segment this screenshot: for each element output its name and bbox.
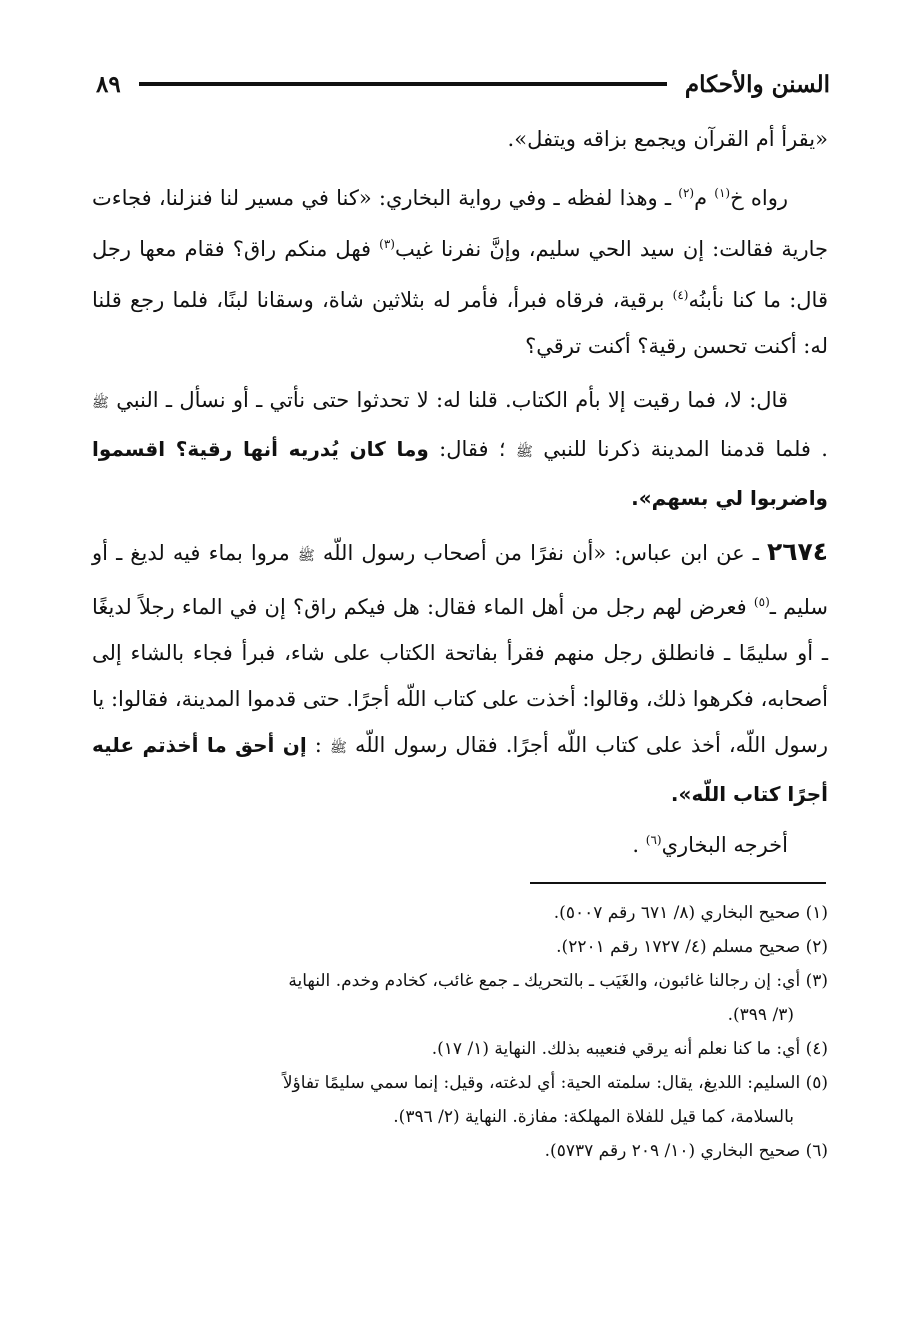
hadith-number: ٢٦٧٤ [766, 537, 828, 566]
footnote-3-continued: (٣/ ٣٩٩). [727, 1005, 794, 1025]
text-span: برقية، فرقاه فبرأ، فأمر له بثلاثين شاة، وسقانا لبنًا، فلما رجع قلنا له: أكنت تحسن رقية؟ أكنت ترقي؟ [92, 288, 828, 358]
text-span: مروا بماء فيه لديغ ـ أو سليم ـ [92, 541, 828, 619]
prophetic-saying: وما كان يُدريه أنها رقية؟ اقسموا واضربوا لي بسهم». [92, 437, 828, 510]
salutation-glyph: ﷺ [329, 740, 347, 756]
text-span: فعرض لهم رجل من أهل الماء فقال: هل فيكم راق؟ إن في الماء رجلاً لديغًا ـ أو سليمًا ـ فانطلق رجل منهم فقرأ بفاتحة الكتاب على شاء، فبرأ فجاء بالشاء إلى أصحابه، فكرهوا ذلك، وقالوا: أخذت على كتاب اللّه أجرًا. حتى قدموا المدينة، فقالوا: يا رسول اللّه، أخذ على كتاب اللّه أجرًا. فقال رسول اللّه [92, 595, 828, 757]
text-span: فهل منكم راق؟ فقام معها رجل قال: ما كنا نأبنُه [92, 237, 828, 312]
page-number: ٨٩ [96, 70, 121, 98]
salutation-glyph: ﷺ [297, 548, 315, 564]
takhrij-line [92, 817, 828, 868]
footnote-3: (٣) أي: إن رجالنا غائبون، والغَيَب ـ بالتحريك ـ جمع غائب، كخادم وخدم. النهاية [288, 971, 828, 991]
paragraph-1 [92, 116, 828, 162]
header-rule [139, 82, 667, 86]
footnote-ref-3[interactable]: (٣) [379, 237, 395, 251]
paragraph-3 [92, 377, 828, 521]
footnote-ref-4[interactable]: (٤) [672, 288, 689, 302]
text-span: رواه خ [730, 186, 788, 210]
footnote-ref-6[interactable]: (٦) [645, 833, 662, 847]
footnote-2: (٢) صحيح مسلم (٤/ ١٧٢٧ رقم ٢٢٠١). [556, 937, 828, 957]
footnote-ref-2[interactable]: (٢) [678, 186, 695, 200]
footnote-5: (٥) السليم: اللديغ، يقال: سلمته الحية: أي لدغته، وقيل: إنما سمي سليمًا تفاؤلاً [282, 1073, 828, 1093]
page-header [96, 64, 830, 104]
running-title: السنن والأحكام [684, 70, 830, 98]
text-span: . [632, 833, 646, 857]
salutation-glyph: ﷺ [516, 444, 533, 460]
text-span: أخرجه البخاري [661, 833, 788, 857]
text-span: : [306, 733, 330, 757]
text-span: «يقرأ أم القرآن ويجمع بزاقه ويتفل». [507, 127, 828, 151]
footnote-ref-5[interactable]: (٥) [753, 595, 770, 609]
text-span: . فلما قدمنا المدينة ذكرنا للنبي [532, 437, 828, 461]
footnote-5-continued: بالسلامة، كما قيل للفلاة المهلكة: مفازة. النهاية (٢/ ٣٩٦). [393, 1107, 794, 1127]
text-span: ـ عن ابن عباس: «أن نفرًا من أصحاب رسول اللّه [314, 541, 767, 565]
text-span: قال: لا، فما رقيت إلا بأم الكتاب. قلنا له: لا تحدثوا حتى نأتي ـ أو نسأل ـ النبي [108, 388, 788, 412]
hadith-2674 [92, 529, 828, 817]
text-span: ؛ فقال: [428, 437, 516, 461]
prophetic-saying: إن أحق ما أخذتم عليه أجرًا كتاب اللّه». [92, 733, 828, 806]
paragraph-2 [92, 170, 828, 369]
footnote-1: (١) صحيح البخاري (٨/ ٦٧١ رقم ٥٠٠٧). [553, 903, 828, 923]
main-text [92, 116, 828, 868]
text-span: ـ وهذا لفظه ـ وفي رواية البخاري: «كنا في مسير لنا فنزلنا، فجاءت جارية فقالت: إن سيد الحي سليم، وإنَّ نفرنا غيب [92, 186, 829, 261]
footnote-separator [530, 882, 826, 884]
text-span: م [694, 186, 715, 210]
footnote-4: (٤) أي: ما كنا نعلم أنه يرقي فنعيبه بذلك. النهاية (١/ ١٧). [431, 1039, 828, 1059]
salutation-glyph: ﷺ [92, 395, 109, 411]
footnotes [92, 896, 828, 1168]
footnote-6: (٦) صحيح البخاري (١٠/ ٢٠٩ رقم ٥٧٣٧). [544, 1141, 828, 1161]
footnote-ref-1[interactable]: (١) [714, 186, 731, 200]
